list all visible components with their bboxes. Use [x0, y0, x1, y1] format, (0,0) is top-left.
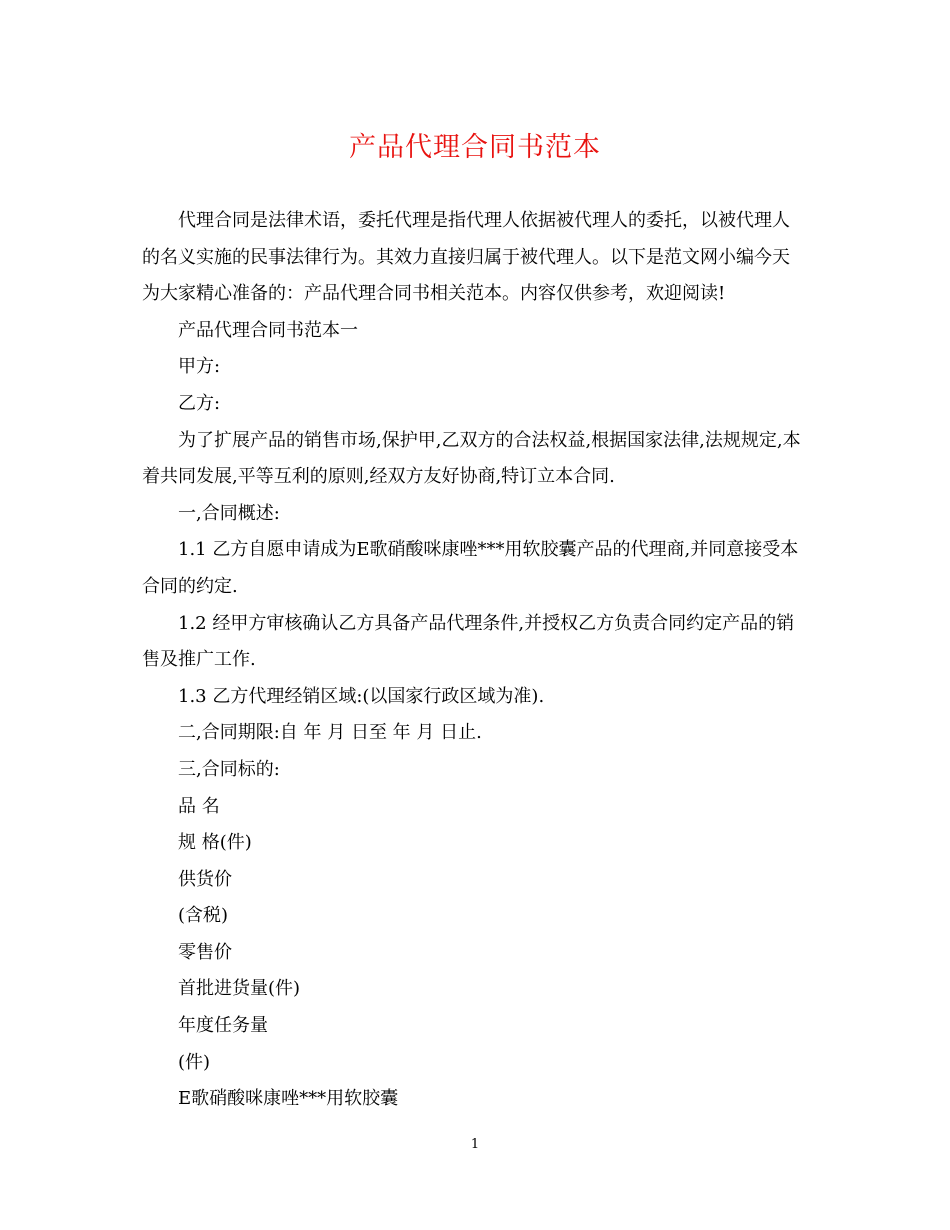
paragraph-clause-3: 三,合同标的: — [178, 758, 280, 780]
paragraph-tax-included: (含税) — [178, 905, 229, 927]
paragraph-first-order: 首批进货量(件) — [178, 978, 301, 1000]
page-number: 1 — [470, 1137, 480, 1152]
paragraph-product-entry: E歌硝酸咪康唑***用软胶囊 — [178, 1088, 399, 1110]
document-body — [142, 203, 807, 1118]
paragraph-clause-2: 二,合同期限:自 年 月 日至 年 月 日止. — [178, 722, 482, 744]
paragraph-party-b: 乙方: — [178, 392, 221, 414]
paragraph-clause-1-3: 1.3 乙方代理经销区域:(以国家行政区域为准). — [178, 685, 545, 707]
paragraph-product-name: 品 名 — [178, 795, 220, 817]
paragraph-supply-price: 供货价 — [178, 868, 232, 890]
paragraph-clause-1-2: 1.2 经甲方审核确认乙方具备产品代理条件,并授权乙方负责合同约定产品的销售及推广工作. — [142, 612, 795, 671]
paragraph-spec: 规 格(件) — [178, 832, 252, 854]
document-title: 产品代理合同书范本 — [349, 132, 601, 163]
paragraph-intro: 代理合同是法律术语，委托代理是指代理人依据被代理人的委托，以被代理人的名义实施的民事法律行为。其效力直接归属于被代理人。以下是范文网小编今天为大家精心准备的：产品代理合同书相关范本。内容仅供参考，欢迎阅读! — [142, 210, 790, 305]
paragraph-preamble: 为了扩展产品的销售市场,保护甲,乙双方的合法权益,根据国家法律,法规规定,本着共同发展,平等互利的原则,经双方友好协商,特订立本合同. — [142, 429, 801, 488]
paragraph-unit: (件) — [178, 1051, 211, 1073]
paragraph-retail-price: 零售价 — [178, 941, 232, 963]
paragraph-clause-1-1: 1.1 乙方自愿申请成为E歌硝酸咪康唑***用软胶囊产品的代理商,并同意接受本合同的约定. — [142, 539, 799, 597]
paragraph-annual-quota: 年度任务量 — [178, 1015, 268, 1037]
paragraph-clause-1: 一,合同概述: — [178, 502, 280, 524]
paragraph-party-a: 甲方: — [178, 356, 221, 378]
paragraph-section-heading: 产品代理合同书范本一 — [178, 319, 358, 341]
